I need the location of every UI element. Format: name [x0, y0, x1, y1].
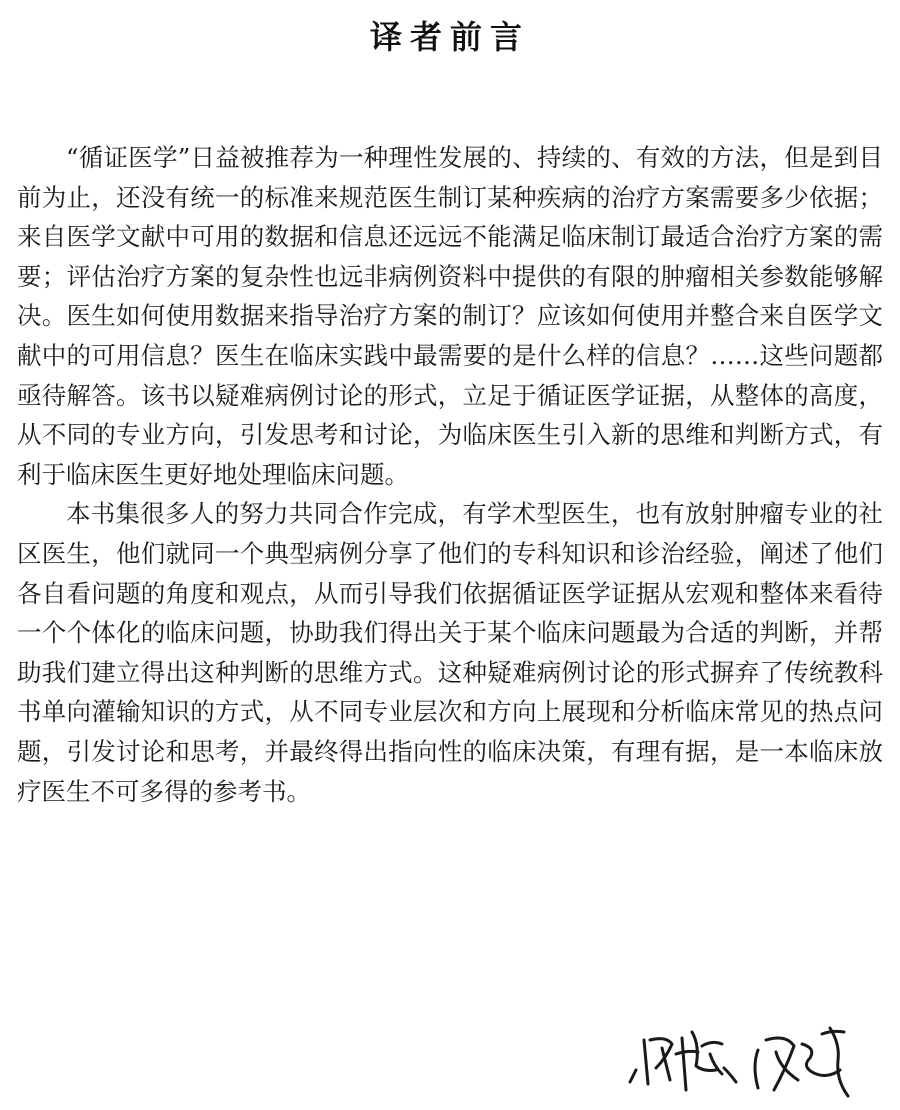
handwritten-signature-icon [626, 1010, 866, 1100]
page-title: 译者前言 [369, 18, 530, 56]
paragraph-2: 本书集很多人的努力共同合作完成，有学术型医生，也有放射肿瘤专业的社区医生，他们就同一个典型病例分享了他们的专科知识和诊治经验，阐述了他们各自看问题的角度和观点，从而引导我们依据循证医学证据从宏观和整体来看待一个个体化的临床问题，协助我们得出关于某个临床问题最为合适的判断，并帮助我们建立得出这种判断的思维方式。这种疑难病例讨论的形式摒弃了传统教科书单向灌输知识的方式，从不同专业层次和方向上展现和分析临床常见的热点问题，引发讨论和思考，并最终得出指向性的临床决策，有理有据，是一本临床放疗医生不可多得的参考书。 [17, 499, 883, 806]
preface-body [17, 138, 883, 811]
paragraph-1: “循证医学”日益被推荐为一种理性发展的、持续的、有效的方法，但是到目前为止，还没有统一的标准来规范医生制订某种疾病的治疗方案需要多少依据；来自医学文献中可用的数据和信息还远远不能满足临床制订最适合治疗方案的需要；评估治疗方案的复杂性也远非病例资料中提供的有限的肿瘤相关参数能够解决。医生如何使用数据来指导治疗方案的制订？应该如何使用并整合来自医学文献中的可用信息？医生在临床实践中最需要的是什么样的信息？……这些问题都亟待解答。该书以疑难病例讨论的形式，立足于循证医学证据，从整体的高度，从不同的专业方向，引发思考和讨论，为临床医生引入新的思维和判断方式，有利于临床医生更好地处理临床问题。 [17, 143, 883, 489]
